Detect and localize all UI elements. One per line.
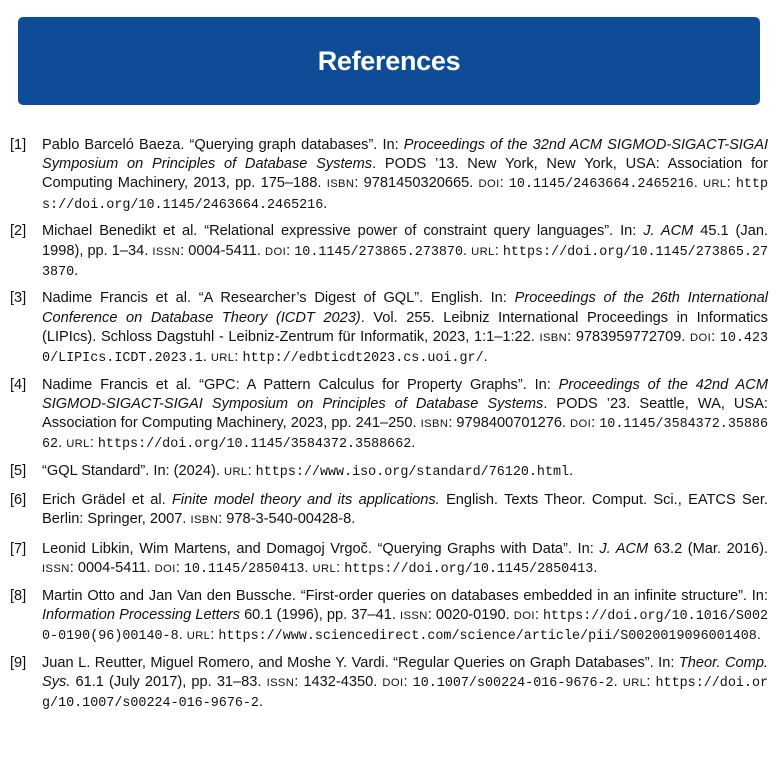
- isbn-label: ISBN: [539, 331, 568, 344]
- reference-item-3: [3] Nadime Francis et al. “A Researcher’s Digest of GQL”. English. In: Proceedings of the 26th International Conference on Database Theory (ICDT 2023). Vol. 255. Leibniz International Proceedings in Informatics (LIPIcs). Schloss Dagstuhl - Leibniz-Zentrum für Informatik, 2023, 1:1–1:22. ISBN: 9783959772709. DOI: 10.4230/LIPIcs.ICDT.2023.1. URL: http://edbticdt2023.cs.uoi.gr/.: [10, 290, 769, 367]
- url-link[interactable]: https://doi.org/10.1145/273865.273870: [42, 244, 769, 280]
- url-link[interactable]: https://doi.org/10.1145/2463664.2465216: [42, 177, 768, 213]
- reference-item-7: [7] Leonid Libkin, Wim Martens, and Domagoj Vrgoč. “Querying Graphs with Data”. In: J. ACM 63.2 (Mar. 2016). ISSN: 0004-5411. DOI: 10.1145/2850413. URL: https://doi.org/10.1145/2850413.: [10, 540, 768, 577]
- url-link[interactable]: https://doi.org/10.1145/3584372.3588662: [97, 437, 412, 453]
- url-label: URL: [223, 466, 248, 479]
- doi-label: DOI: [382, 676, 404, 689]
- reference-item-1: [1] Pablo Barceló Baeza. “Querying graph databases”. In: Proceedings of the 32nd ACM SIGMOD-SIGACT-SIGAI Symposium on Principles of Database Systems. PODS ’13. New York, New York, USA: Association for Computing Machinery, 2013, pp. 175–188. ISBN: 9781450320665. DOI: 10.1145/2463664.2465216. URL: https://doi.org/10.1145/2463664.2465216.: [10, 137, 768, 213]
- isbn-value: : 978-3-540-00428-8.: [218, 511, 356, 528]
- reference-author: Leonid Libkin, Wim Martens, and Domagoj Vrgoč.: [42, 540, 378, 557]
- isbn-value: : 9798400701276.: [448, 415, 571, 432]
- reference-venue: Theor. Comp. Sys.: [42, 654, 768, 690]
- reference-title: “GPC: A Pattern Calculus for Property Graphs”. In:: [199, 376, 559, 393]
- reference-item-2: [2] Michael Benedikt et al. “Relational expressive power of constraint query languages”. In: J. ACM 45.1 (Jan. 1998), pp. 1–34. ISSN: 0004-5411. DOI: 10.1145/273865.273870. URL: https://doi.org/10.1145/273865.273870.: [10, 223, 769, 280]
- reference-number: [4]: [10, 376, 27, 393]
- reference-author: Martin Otto and Jan Van den Bussche.: [42, 587, 301, 604]
- reference-author: Pablo Barceló Baeza.: [42, 137, 190, 153]
- reference-venue: Finite model theory and its applications.: [171, 492, 440, 509]
- doi-link[interactable]: 10.1145/3584372.3588662: [42, 417, 768, 453]
- reference-details: English. Texts Theor. Comput. Sci., EATCS Ser. Berlin: Springer, 2007.: [42, 492, 768, 528]
- reference-title: “Querying graph databases”. In:: [189, 137, 404, 153]
- issn-label: ISSN: [266, 676, 295, 689]
- isbn-label: ISBN: [420, 418, 449, 431]
- url-label: URL: [312, 562, 337, 575]
- issn-value: : 0004-5411.: [69, 559, 155, 576]
- doi-label: DOI: [690, 331, 712, 344]
- reference-venue: Proceedings of the 26th International Conference on Database Theory (ICDT 2023): [42, 290, 769, 326]
- url-label: URL: [186, 629, 211, 642]
- url-label: URL: [210, 352, 235, 365]
- doi-link[interactable]: https://doi.org/10.1016/S0020-0190(96)00140-8: [42, 608, 769, 644]
- reference-title: “Regular Queries on Graph Databases”. In:: [393, 654, 679, 671]
- reference-title: “Querying Graphs with Data”. In:: [377, 540, 600, 557]
- reference-venue: Information Processing Letters: [42, 606, 240, 623]
- reference-title: “First-order queries on databases embedded in an infinite structure”. In:: [300, 587, 768, 604]
- references-header: [18, 17, 760, 105]
- issn-label: ISSN: [42, 562, 70, 575]
- reference-details: . PODS ’23. Seattle, WA, USA: Association for Computing Machinery, 2023, pp. 241–250.: [42, 395, 768, 432]
- doi-label: DOI: [570, 418, 592, 431]
- isbn-value: : 9783959772709.: [567, 328, 691, 345]
- doi-label: DOI: [154, 562, 176, 575]
- reference-author: Michael Benedikt et al.: [42, 223, 205, 240]
- issn-value: : 0020-0190.: [427, 606, 514, 623]
- reference-venue: J. ACM: [599, 540, 649, 557]
- url-link[interactable]: https://doi.org/10.1007/s00224-016-9676-2: [42, 675, 769, 712]
- reference-author: Nadime Francis et al.: [42, 290, 199, 307]
- reference-venue: Proceedings of the 32nd ACM SIGMOD-SIGACT-SIGAI Symposium on Principles of Database Systems: [42, 137, 768, 173]
- reference-title: “Relational expressive power of constraint query languages”. In:: [204, 223, 644, 240]
- reference-venue: J. ACM: [643, 223, 694, 240]
- reference-details: 63.2 (Mar. 2016).: [648, 540, 768, 557]
- issn-value: : 1432-4350.: [294, 673, 383, 690]
- reference-number: [2]: [10, 223, 27, 240]
- isbn-label: ISBN: [190, 514, 219, 527]
- issn-label: ISSN: [152, 245, 181, 258]
- doi-link[interactable]: 10.1145/2463664.2465216: [508, 177, 694, 193]
- reference-item-6: [10, 491, 768, 530]
- issn-value: : 0004-5411.: [180, 242, 266, 259]
- reference-details: 60.1 (1996), pp. 37–41.: [239, 606, 400, 623]
- doi-link[interactable]: 10.4230/LIPIcs.ICDT.2023.1: [42, 330, 769, 367]
- reference-item-5: [5] “GQL Standard”. In: (2024). URL: https://www.iso.org/standard/76120.html.: [10, 463, 574, 481]
- doi-label: DOI: [478, 178, 500, 191]
- isbn-value: : 9781450320665.: [354, 175, 479, 192]
- doi-link[interactable]: 10.1007/s00224-016-9676-2: [412, 675, 614, 691]
- reference-title: “GQL Standard”. In: (2024).: [42, 463, 224, 480]
- url-label: URL: [471, 245, 495, 258]
- doi-label: DOI: [513, 609, 535, 622]
- reference-details: . Vol. 255. Leibniz International Proceedings in Informatics (LIPIcs). Schloss Dagstuhl - Leibniz-Zentrum für Informatik, 2023, 1:1–1:22.: [42, 309, 768, 345]
- reference-details: 61.1 (July 2017), pp. 31–83.: [70, 673, 267, 690]
- reference-item-8: [8] Martin Otto and Jan Van den Bussche. “First-order queries on databases embedded in an infinite structure”. In: Information Processing Letters 60.1 (1996), pp. 37–41. ISSN: 0020-0190. DOI: https://doi.org/10.1016/S0020-0190(96)00140-8. URL: https://www.sciencedirect.com/science/article/pii/S0020019096001408.: [10, 587, 769, 644]
- url-label: URL: [622, 676, 647, 689]
- reference-number: [3]: [10, 290, 27, 307]
- reference-item-9: [9] Juan L. Reutter, Miguel Romero, and Moshe Y. Vardi. “Regular Queries on Graph Databases”. In: Theor. Comp. Sys. 61.1 (July 2017), pp. 31–83. ISSN: 1432-4350. DOI: 10.1007/s00224-016-9676-2. URL: https://doi.org/10.1007/s00224-016-9676-2.: [10, 654, 769, 712]
- url-label: URL: [66, 438, 90, 451]
- isbn-label: ISBN: [326, 178, 355, 191]
- doi-link[interactable]: 10.1145/2850413: [183, 561, 305, 577]
- doi-label: DOI: [265, 245, 287, 258]
- reference-number: [7]: [10, 540, 27, 557]
- reference-author: Nadime Francis et al.: [42, 376, 200, 393]
- url-link[interactable]: https://doi.org/10.1145/2850413: [344, 561, 594, 577]
- url-link[interactable]: http://edbticdt2023.cs.uoi.gr/: [242, 351, 484, 367]
- reference-details: 45.1 (Jan. 1998), pp. 1–34.: [42, 223, 768, 259]
- reference-number: [6]: [10, 492, 27, 509]
- reference-item-4: [4] Nadime Francis et al. “GPC: A Pattern Calculus for Property Graphs”. In: Proceedings of the 42nd ACM SIGMOD-SIGACT-SIGAI Symposium on Principles of Database Systems. PODS ’23. Seattle, WA, USA: Association for Computing Machinery, 2023, pp. 241–250. ISBN: 9798400701276. DOI: 10.1145/3584372.3588662. URL: https://doi.org/10.1145/3584372.3588662.: [10, 376, 768, 453]
- doi-link[interactable]: 10.1145/273865.273870: [294, 244, 463, 260]
- reference-venue: Proceedings of the 42nd ACM SIGMOD-SIGACT-SIGAI Symposium on Principles of Database Systems: [42, 376, 768, 412]
- url-link[interactable]: https://www.sciencedirect.com/science/article/pii/S0020019096001408: [218, 628, 757, 644]
- reference-number: [9]: [10, 654, 27, 671]
- url-link[interactable]: https://www.iso.org/standard/76120.html: [255, 465, 570, 481]
- reference-author: Erich Grädel et al.: [42, 492, 172, 509]
- reference-title: “A Researcher’s Digest of GQL”. English. In:: [198, 290, 515, 307]
- page-title: References: [317, 45, 461, 76]
- url-label: URL: [702, 178, 727, 191]
- reference-number: [8]: [10, 587, 27, 604]
- reference-number: [5]: [10, 463, 27, 480]
- reference-author: Juan L. Reutter, Miguel Romero, and Moshe Y. Vardi.: [42, 654, 394, 671]
- issn-label: ISSN: [399, 609, 428, 622]
- reference-list: [10, 136, 768, 721]
- reference-number: [1]: [10, 137, 27, 153]
- reference-details: . PODS ’13. New York, New York, USA: Association for Computing Machinery, 2013, pp. 175–188.: [42, 156, 768, 192]
